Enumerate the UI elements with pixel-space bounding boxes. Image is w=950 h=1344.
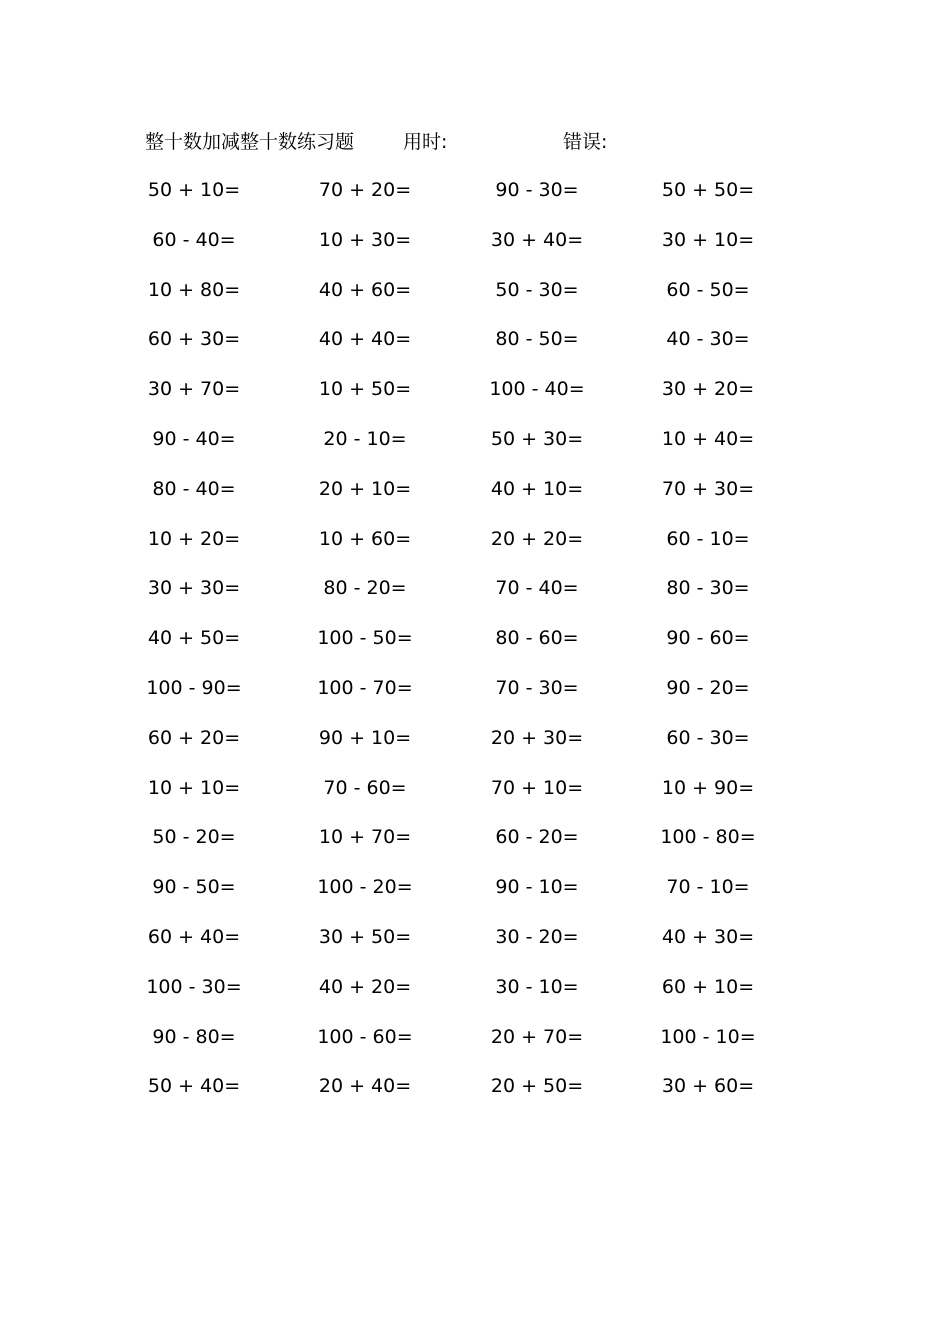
arithmetic-problem: 20 + 20= (490, 527, 584, 550)
arithmetic-problem: 60 + 40= (147, 925, 241, 948)
problem-grid (0, 176, 950, 1122)
arithmetic-problem: 90 - 30= (495, 179, 579, 201)
arithmetic-problem: 40 + 30= (661, 925, 755, 948)
arithmetic-problem: 80 - 40= (152, 477, 236, 500)
arithmetic-problem: 10 + 60= (318, 527, 412, 550)
problem-row (0, 425, 950, 475)
problem-row (0, 276, 950, 326)
arithmetic-problem: 50 + 30= (490, 427, 584, 450)
arithmetic-problem: 100 - 40= (489, 378, 585, 401)
problem-row (0, 375, 950, 425)
arithmetic-problem: 50 + 50= (661, 179, 755, 201)
problem-row (0, 823, 950, 873)
arithmetic-problem: 50 + 10= (147, 179, 241, 201)
arithmetic-problem: 60 - 30= (666, 726, 750, 749)
problem-row (0, 774, 950, 824)
arithmetic-problem: 90 - 40= (152, 427, 236, 450)
worksheet-title: 整十数加减整十数练习题 (145, 131, 355, 153)
arithmetic-problem: 40 + 20= (318, 975, 412, 998)
problem-row (0, 674, 950, 724)
arithmetic-problem: 50 + 40= (147, 1075, 241, 1098)
arithmetic-problem: 10 + 80= (147, 278, 241, 301)
arithmetic-problem: 40 + 10= (490, 477, 584, 500)
arithmetic-problem: 90 - 60= (666, 627, 750, 650)
arithmetic-problem: 10 + 40= (661, 427, 755, 450)
arithmetic-problem: 70 - 30= (495, 676, 579, 699)
arithmetic-problem: 30 + 50= (318, 925, 412, 948)
arithmetic-problem: 60 - 40= (152, 228, 236, 251)
arithmetic-problem: 20 + 50= (490, 1075, 584, 1098)
arithmetic-problem: 70 - 40= (495, 577, 579, 600)
arithmetic-problem: 30 + 40= (490, 228, 584, 251)
arithmetic-problem: 60 + 20= (147, 726, 241, 749)
arithmetic-problem: 70 + 10= (490, 776, 584, 799)
arithmetic-problem: 100 - 70= (317, 676, 413, 699)
arithmetic-problem: 20 + 70= (490, 1025, 584, 1048)
time-used-label: 用时: (403, 131, 448, 153)
arithmetic-problem: 40 - 30= (666, 328, 750, 351)
arithmetic-problem: 80 - 30= (666, 577, 750, 600)
arithmetic-problem: 60 + 30= (147, 328, 241, 351)
arithmetic-problem: 30 + 20= (661, 378, 755, 401)
arithmetic-problem: 40 + 40= (318, 328, 412, 351)
arithmetic-problem: 30 - 20= (495, 925, 579, 948)
problem-row (0, 176, 950, 226)
problem-row (0, 624, 950, 674)
arithmetic-problem: 80 - 50= (495, 328, 579, 351)
arithmetic-problem: 100 - 20= (317, 876, 413, 899)
arithmetic-problem: 60 - 50= (666, 278, 750, 301)
arithmetic-problem: 100 - 10= (660, 1025, 756, 1048)
problem-row (0, 325, 950, 375)
arithmetic-problem: 90 - 10= (495, 876, 579, 899)
arithmetic-problem: 30 + 70= (147, 378, 241, 401)
arithmetic-problem: 10 + 50= (318, 378, 412, 401)
arithmetic-problem: 90 + 10= (318, 726, 412, 749)
arithmetic-problem: 70 - 60= (323, 776, 407, 799)
arithmetic-problem: 30 + 60= (661, 1075, 755, 1098)
problem-row (0, 1023, 950, 1073)
arithmetic-problem: 40 + 50= (147, 627, 241, 650)
arithmetic-problem: 20 + 10= (318, 477, 412, 500)
arithmetic-problem: 90 - 20= (666, 676, 750, 699)
arithmetic-problem: 10 + 90= (661, 776, 755, 799)
problem-row (0, 226, 950, 276)
problem-row (0, 973, 950, 1023)
problem-row (0, 1072, 950, 1122)
arithmetic-problem: 50 - 30= (495, 278, 579, 301)
arithmetic-problem: 60 - 10= (666, 527, 750, 550)
arithmetic-problem: 50 - 20= (152, 826, 236, 849)
arithmetic-problem: 30 + 30= (147, 577, 241, 600)
arithmetic-problem: 70 + 30= (661, 477, 755, 500)
problem-row (0, 873, 950, 923)
arithmetic-problem: 80 - 20= (323, 577, 407, 600)
arithmetic-problem: 100 - 80= (660, 826, 756, 849)
arithmetic-problem: 60 - 20= (495, 826, 579, 849)
arithmetic-problem: 90 - 50= (152, 876, 236, 899)
arithmetic-problem: 10 + 20= (147, 527, 241, 550)
arithmetic-problem: 40 + 60= (318, 278, 412, 301)
arithmetic-problem: 20 - 10= (323, 427, 407, 450)
problem-row (0, 475, 950, 525)
arithmetic-problem: 10 + 10= (147, 776, 241, 799)
arithmetic-problem: 60 + 10= (661, 975, 755, 998)
arithmetic-problem: 30 + 10= (661, 228, 755, 251)
problem-row (0, 525, 950, 575)
arithmetic-problem: 70 + 20= (318, 179, 412, 201)
arithmetic-problem: 100 - 90= (146, 676, 242, 699)
arithmetic-problem: 20 + 40= (318, 1075, 412, 1098)
arithmetic-problem: 70 - 10= (666, 876, 750, 899)
arithmetic-problem: 10 + 70= (318, 826, 412, 849)
arithmetic-problem: 100 - 60= (317, 1025, 413, 1048)
arithmetic-problem: 100 - 50= (317, 627, 413, 650)
arithmetic-problem: 80 - 60= (495, 627, 579, 650)
problem-row (0, 724, 950, 774)
arithmetic-problem: 90 - 80= (152, 1025, 236, 1048)
arithmetic-problem: 30 - 10= (495, 975, 579, 998)
arithmetic-problem: 20 + 30= (490, 726, 584, 749)
arithmetic-problem: 100 - 30= (146, 975, 242, 998)
problem-row (0, 923, 950, 973)
errors-label: 错误: (563, 131, 608, 153)
problem-row (0, 574, 950, 624)
arithmetic-problem: 10 + 30= (318, 228, 412, 251)
